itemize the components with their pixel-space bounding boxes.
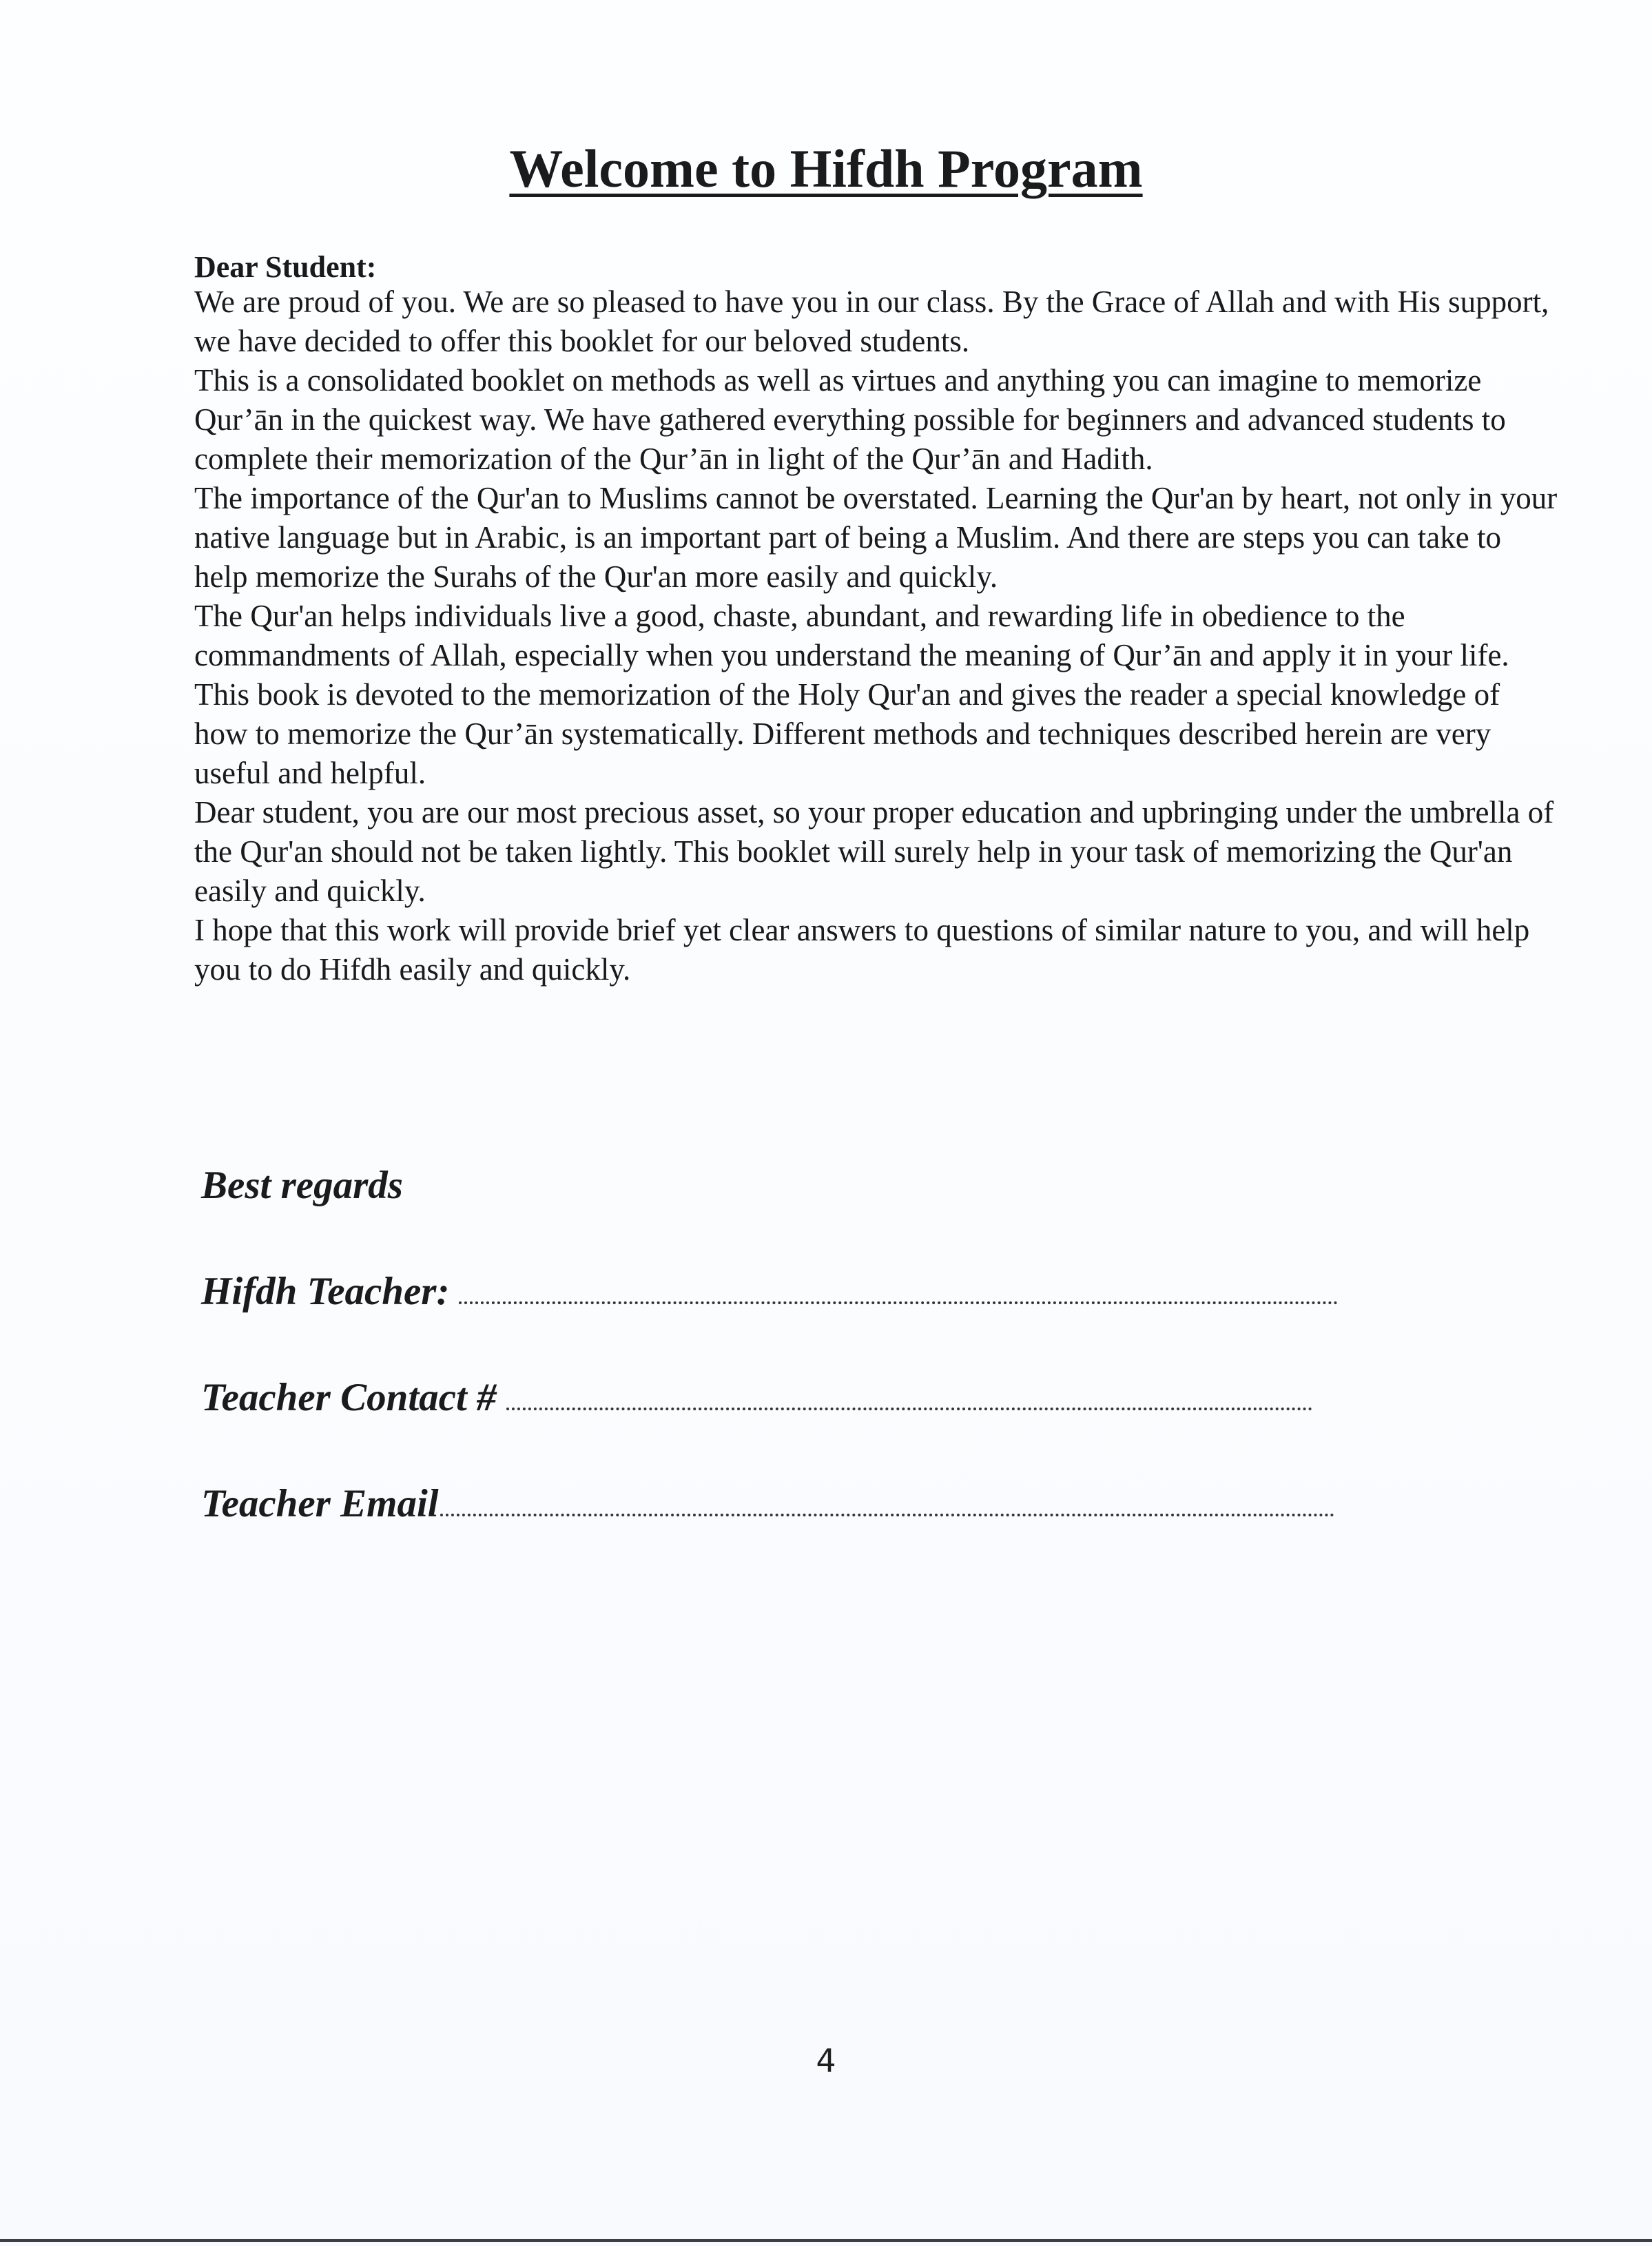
paragraph: The importance of the Qur'an to Muslims cannot be overstated. Learning the Qur'an by heart, not only in your native language but in Arabic, is an important part of being a Muslim. And there are steps you can take to help memorize the Surahs of the Qur'an more easily and quickly.: [194, 481, 1558, 594]
paragraph: The Qur'an helps individuals live a good, chaste, abundant, and rewarding life in obedience to the commandments of Allah, especially when you understand the meaning of Qur’ān and apply it in your life.: [194, 599, 1509, 672]
bottom-divider: [0, 2239, 1652, 2242]
contact-label: Teacher Contact #: [201, 1376, 497, 1419]
paragraph: We are proud of you. We are so pleased to have you in our class. By the Grace of Allah and with His support, we have decided to offer this booklet for our beloved students.: [194, 285, 1549, 358]
letter-body: [194, 282, 1558, 989]
contact-fill-line[interactable]: [506, 1408, 1312, 1410]
closing-regards: Best regards: [201, 1164, 403, 1207]
email-field: [201, 1481, 1334, 1526]
page-title: Welcome to Hifdh Program: [509, 138, 1143, 198]
email-fill-line[interactable]: [440, 1514, 1334, 1516]
salutation: Dear Student:: [194, 250, 377, 284]
page-number: 4: [816, 2042, 836, 2079]
paragraph: This is a consolidated booklet on methods as well as virtues and anything you can imagine to memorize Qur’ān in the quickest way. We have gathered everything possible for beginners and advanced students to complete their memorization of the Qur’ān in light of the Qur’ān and Hadith.: [194, 363, 1506, 476]
teacher-label: Hifdh Teacher:: [201, 1270, 450, 1313]
contact-field: [201, 1375, 1312, 1420]
teacher-field: [201, 1269, 1338, 1314]
paragraph: I hope that this work will provide brief yet clear answers to questions of similar nature to you, and will help you to do Hifdh easily and quickly.: [194, 913, 1530, 987]
email-label: Teacher Email: [201, 1482, 439, 1525]
paragraph: This book is devoted to the memorization of the Holy Qur'an and gives the reader a special knowledge of how to memorize the Qur’ān systematically. Different methods and techniques described herein are very useful and helpful.: [194, 677, 1500, 790]
paragraph: Dear student, you are our most precious asset, so your proper education and upbringing under the umbrella of the Qur'an should not be taken lightly. This booklet will surely help in your task of memorizing the Qur'an easily and quickly.: [194, 795, 1554, 908]
teacher-fill-line[interactable]: [459, 1301, 1338, 1304]
